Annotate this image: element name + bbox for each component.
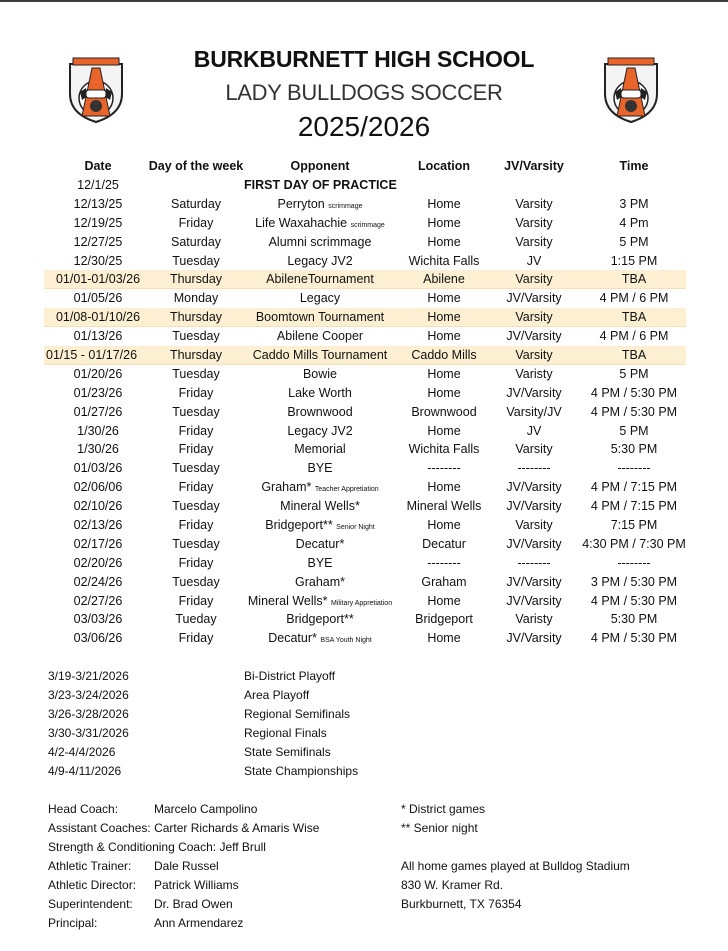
game-date: 02/17/26 (73, 536, 123, 551)
game-location: Mineral Wells (406, 499, 482, 514)
game-time: 5:30 PM (610, 442, 658, 457)
opponent-name: Brownwood (287, 404, 353, 419)
playoff-round: Regional Semifinals (244, 707, 351, 721)
opponent-name: Decatur* (268, 631, 317, 646)
table-row (44, 233, 686, 252)
game-day: Tuesday (172, 329, 220, 344)
game-level: JV/Varsity (506, 329, 562, 344)
game-time: 4 PM / 5:30 PM (590, 404, 678, 419)
game-location: -------- (427, 461, 461, 476)
game-level: Varsity (515, 348, 553, 363)
game-time: TBA (621, 272, 647, 287)
game-note: Military Appretiation (331, 599, 393, 607)
game-level: Varisty (515, 612, 553, 627)
table-row (44, 516, 686, 535)
staff-row (48, 895, 388, 914)
game-opponent (234, 440, 406, 459)
staff-role: Assistant Coaches: (48, 821, 151, 835)
district-legend: * District games (401, 802, 486, 816)
game-location: Home (427, 196, 461, 211)
table-row (44, 440, 686, 459)
game-day: Friday (178, 385, 214, 400)
game-day: Tuesday (172, 461, 220, 476)
game-date: 02/06/06 (73, 480, 123, 495)
opponent-name: BYE (307, 461, 333, 476)
game-note: scrimmage (328, 202, 363, 210)
venue-text: All home games played at Bulldog Stadium (401, 859, 630, 873)
opponent-name: Abilene Cooper (276, 329, 364, 344)
game-opponent (234, 610, 406, 629)
team-title: LADY BULLDOGS SOCCER (225, 80, 503, 105)
window-top-border (0, 0, 728, 2)
info-block (401, 800, 701, 914)
game-level: JV/Varsity (506, 385, 562, 400)
game-level: Varsity (515, 310, 553, 325)
game-opponent (234, 554, 406, 573)
game-location: Wichita Falls (408, 253, 480, 268)
playoff-row (48, 667, 448, 686)
opponent-name: BYE (307, 555, 333, 570)
playoff-round: Regional Finals (244, 726, 327, 740)
staff-role: Superintendent: (48, 897, 133, 911)
senior-legend: ** Senior night (401, 821, 478, 835)
game-day: Monday (173, 291, 219, 306)
staff-name: Ann Armendarez (154, 916, 244, 930)
game-location: Graham (421, 574, 467, 589)
game-date: 02/13/26 (73, 518, 123, 533)
staff-row (48, 800, 388, 819)
game-date: 03/06/26 (73, 631, 123, 646)
game-location: Home (427, 310, 461, 325)
opponent-name: Alumni scrimmage (268, 234, 372, 249)
playoff-row (48, 762, 448, 781)
game-time: 4 PM / 7:15 PM (590, 480, 678, 495)
table-row (44, 610, 686, 629)
playoff-round: Area Playoff (244, 688, 310, 702)
table-row (44, 535, 686, 554)
game-opponent (234, 289, 406, 308)
game-note: BSA Youth Night (320, 637, 372, 645)
opponent-name: Caddo Mills Tournament (252, 348, 388, 363)
opponent-name: AbileneTournament (266, 272, 374, 287)
game-day: Tuesday (172, 404, 220, 419)
game-time: TBA (621, 348, 647, 363)
playoff-row (48, 724, 448, 743)
staff-name: Dale Russel (154, 859, 219, 873)
game-level: Varisty (515, 366, 553, 381)
game-time: 4 PM / 5:30 PM (590, 593, 678, 608)
game-level: JV (526, 423, 542, 438)
game-location: Home (427, 366, 461, 381)
game-level: Varsity (515, 518, 553, 533)
address-line-1: 830 W. Kramer Rd. (401, 878, 504, 892)
table-row (44, 497, 686, 516)
game-time: 7:15 PM (610, 518, 658, 533)
staff-name: Jeff Brull (219, 840, 266, 854)
game-level: JV/Varsity (506, 593, 562, 608)
game-note: scrimmage (350, 221, 385, 229)
tournament-row (44, 308, 686, 327)
practice-date: 12/1/25 (77, 178, 119, 192)
game-location: Bridgeport (415, 612, 473, 627)
game-day: Tueday (175, 612, 217, 627)
game-level: JV/Varsity (506, 480, 562, 495)
game-day: Tuesday (172, 536, 220, 551)
staff-row (48, 819, 388, 838)
playoff-row (48, 686, 448, 705)
game-time: 4 PM / 5:30 PM (590, 385, 678, 400)
playoff-dates: 3/30-3/31/2026 (48, 726, 129, 740)
opponent-name: Life Waxahachie (255, 215, 348, 230)
season-title: 2025/2026 (297, 111, 431, 142)
playoff-row (48, 743, 448, 762)
game-opponent (234, 233, 406, 252)
game-day: Friday (178, 518, 214, 533)
spacer (401, 838, 701, 857)
game-opponent (234, 497, 406, 516)
game-date: 01/05/26 (73, 291, 123, 306)
game-opponent (234, 346, 406, 365)
game-date: 02/27/26 (73, 593, 123, 608)
game-location: Home (427, 518, 461, 533)
staff-name: Patrick Williams (154, 878, 239, 892)
table-row (44, 629, 686, 648)
game-location: Home (427, 385, 461, 400)
opponent-name: Boomtown Tournament (255, 310, 385, 325)
game-location: Caddo Mills (411, 348, 477, 363)
game-level: JV (526, 253, 542, 268)
game-date: 1/30/26 (77, 423, 119, 438)
game-time: -------- (617, 555, 651, 570)
table-row (44, 327, 686, 346)
table-row (44, 195, 686, 214)
game-day: Thursday (169, 310, 223, 325)
opponent-name: Perryton (277, 196, 325, 211)
opponent-name: Bridgeport** (286, 612, 354, 627)
schedule-header-row (44, 157, 686, 176)
opponent-name: Legacy JV2 (287, 423, 353, 438)
staff-name: Marcelo Campolino (154, 802, 258, 816)
playoff-dates: 4/2-4/4/2026 (48, 745, 116, 759)
game-level: Varsity (515, 234, 553, 249)
opponent-name: Memorial (294, 442, 346, 457)
table-row (44, 214, 686, 233)
game-time: TBA (621, 310, 647, 325)
game-opponent (234, 573, 406, 592)
game-date: 01/15 - 01/17/26 (46, 348, 138, 363)
game-level: Varsity (515, 196, 553, 211)
school-title: BURKBURNETT HIGH SCHOOL (193, 46, 535, 72)
game-opponent (234, 422, 406, 441)
game-time: 3 PM / 5:30 PM (590, 574, 678, 589)
game-date: 01/20/26 (73, 366, 123, 381)
tournament-row (44, 346, 686, 365)
game-time: 4:30 PM / 7:30 PM (582, 536, 686, 551)
game-day: Friday (178, 555, 214, 570)
playoff-round: Bi-District Playoff (244, 669, 336, 683)
opponent-name: Graham* (261, 480, 312, 495)
opponent-name: Lake Worth (288, 385, 352, 400)
table-row (44, 252, 686, 271)
column-header-location: Location (417, 159, 471, 173)
column-header-level: JV/Varsity (504, 159, 564, 173)
game-date: 01/13/26 (73, 329, 123, 344)
game-time: 5 PM (619, 366, 649, 381)
game-time: 4 PM / 6 PM (599, 291, 669, 306)
game-time: 4 PM / 6 PM (599, 329, 669, 344)
game-day: Thursday (169, 348, 223, 363)
table-row (44, 384, 686, 403)
tournament-row (44, 270, 686, 289)
game-opponent (234, 308, 406, 327)
game-day: Friday (178, 631, 214, 646)
column-header-day: Day of the week (148, 159, 244, 173)
game-level: Varsity (515, 215, 553, 230)
staff-list (48, 800, 388, 933)
game-level: JV/Varsity (506, 499, 562, 514)
table-row (44, 422, 686, 441)
game-date: 12/19/25 (73, 215, 123, 230)
game-opponent (234, 629, 406, 651)
column-header-time: Time (619, 159, 649, 173)
game-location: Home (427, 291, 461, 306)
staff-role: Principal: (48, 916, 98, 930)
game-time: 3 PM (619, 196, 649, 211)
game-note: Senior Night (336, 524, 375, 532)
playoff-dates: 3/26-3/28/2026 (48, 707, 129, 721)
game-time: 4 PM / 7:15 PM (590, 499, 678, 514)
game-opponent (234, 459, 406, 478)
game-date: 01/08-01/10/26 (55, 310, 141, 325)
game-day: Friday (178, 480, 214, 495)
game-time: 5:30 PM (610, 612, 658, 627)
game-opponent (234, 384, 406, 403)
game-level: Varsity/JV (506, 404, 562, 419)
game-day: Thursday (169, 272, 223, 287)
staff-row (48, 857, 388, 876)
table-row (44, 403, 686, 422)
game-opponent (234, 403, 406, 422)
game-time: -------- (617, 461, 651, 476)
opponent-name: Legacy JV2 (287, 253, 353, 268)
game-opponent (234, 270, 406, 289)
game-date: 1/30/26 (77, 442, 119, 457)
schedule-table (44, 157, 686, 648)
game-location: Home (427, 480, 461, 495)
game-time: 5 PM (619, 423, 649, 438)
game-date: 01/03/26 (73, 461, 123, 476)
game-opponent (234, 327, 406, 346)
game-location: Home (427, 329, 461, 344)
game-day: Friday (178, 423, 214, 438)
game-day: Friday (178, 215, 214, 230)
table-row (44, 592, 686, 611)
game-day: Tuesday (172, 499, 220, 514)
game-date: 01/23/26 (73, 385, 123, 400)
game-day: Friday (178, 593, 214, 608)
game-date: 02/10/26 (73, 499, 123, 514)
opponent-name: Mineral Wells* (280, 499, 360, 514)
staff-role: Strength & Conditioning Coach: (48, 840, 217, 854)
game-level: Varsity (515, 442, 553, 457)
game-date: 01/27/26 (73, 404, 123, 419)
game-note: Teacher Appretiation (314, 486, 379, 494)
playoff-round: State Championships (244, 764, 359, 778)
opponent-name: Mineral Wells* (247, 593, 328, 608)
opponent-name: Decatur* (295, 536, 345, 551)
playoff-dates: 4/9-4/11/2026 (48, 764, 122, 778)
game-location: Home (427, 423, 461, 438)
playoff-round: State Semifinals (244, 745, 331, 759)
table-row (44, 478, 686, 497)
game-day: Saturday (170, 234, 222, 249)
staff-row (48, 838, 388, 857)
game-day: Tuesday (172, 574, 220, 589)
game-day: Saturday (170, 196, 222, 211)
table-row (44, 289, 686, 308)
game-location: Abilene (423, 272, 465, 287)
staff-row (48, 876, 388, 895)
column-header-opponent: Opponent (290, 159, 350, 173)
game-day: Tuesday (172, 253, 220, 268)
staff-name: Carter Richards & Amaris Wise (154, 821, 320, 835)
game-location: -------- (427, 555, 461, 570)
opponent-name: Legacy (299, 291, 341, 306)
game-level: JV/Varsity (506, 291, 562, 306)
opponent-name: Graham* (294, 574, 346, 589)
game-opponent (234, 252, 406, 271)
game-date: 03/03/26 (73, 612, 123, 627)
game-level: JV/Varsity (506, 631, 562, 646)
game-location: Decatur (422, 536, 466, 551)
game-location: Home (427, 593, 461, 608)
game-date: 12/27/25 (73, 234, 123, 249)
game-date: 12/13/25 (73, 196, 123, 211)
table-row (44, 554, 686, 573)
game-day: Friday (178, 442, 214, 457)
game-time: 5 PM (619, 234, 649, 249)
game-level: -------- (517, 461, 551, 476)
game-opponent (234, 535, 406, 554)
game-time: 4 Pm (619, 215, 649, 230)
game-opponent (234, 365, 406, 384)
practice-label: FIRST DAY OF PRACTICE (244, 178, 397, 192)
game-date: 02/24/26 (73, 574, 123, 589)
address-line-2: Burkburnett, TX 76354 (401, 897, 522, 911)
playoff-dates: 3/23-3/24/2026 (48, 688, 129, 702)
game-level: Varsity (515, 272, 553, 287)
game-time: 1:15 PM (610, 253, 658, 268)
column-header-date: Date (84, 159, 112, 173)
table-row (44, 459, 686, 478)
game-level: JV/Varsity (506, 574, 562, 589)
game-date: 12/30/25 (73, 253, 123, 268)
staff-role: Athletic Director: (48, 878, 137, 892)
playoff-dates: 3/19-3/21/2026 (48, 669, 129, 683)
table-row (44, 365, 686, 384)
game-date: 01/01-01/03/26 (55, 272, 141, 287)
game-location: Home (427, 234, 461, 249)
game-time: 4 PM / 5:30 PM (590, 631, 678, 646)
staff-name: Dr. Brad Owen (154, 897, 233, 911)
opponent-name: Bowie (302, 366, 338, 381)
staff-role: Athletic Trainer: (48, 859, 132, 873)
game-location: Home (427, 631, 461, 646)
game-location: Brownwood (411, 404, 477, 419)
game-date: 02/20/26 (73, 555, 123, 570)
game-level: -------- (517, 555, 551, 570)
game-day: Tuesday (172, 366, 220, 381)
first-practice-row (44, 176, 686, 195)
playoff-row (48, 705, 448, 724)
game-level: JV/Varsity (506, 536, 562, 551)
opponent-name: Bridgeport** (265, 518, 333, 533)
staff-row (48, 914, 388, 933)
staff-role: Head Coach: (48, 802, 119, 816)
playoff-schedule (48, 667, 448, 781)
game-location: Wichita Falls (408, 442, 480, 457)
game-location: Home (427, 215, 461, 230)
table-row (44, 573, 686, 592)
